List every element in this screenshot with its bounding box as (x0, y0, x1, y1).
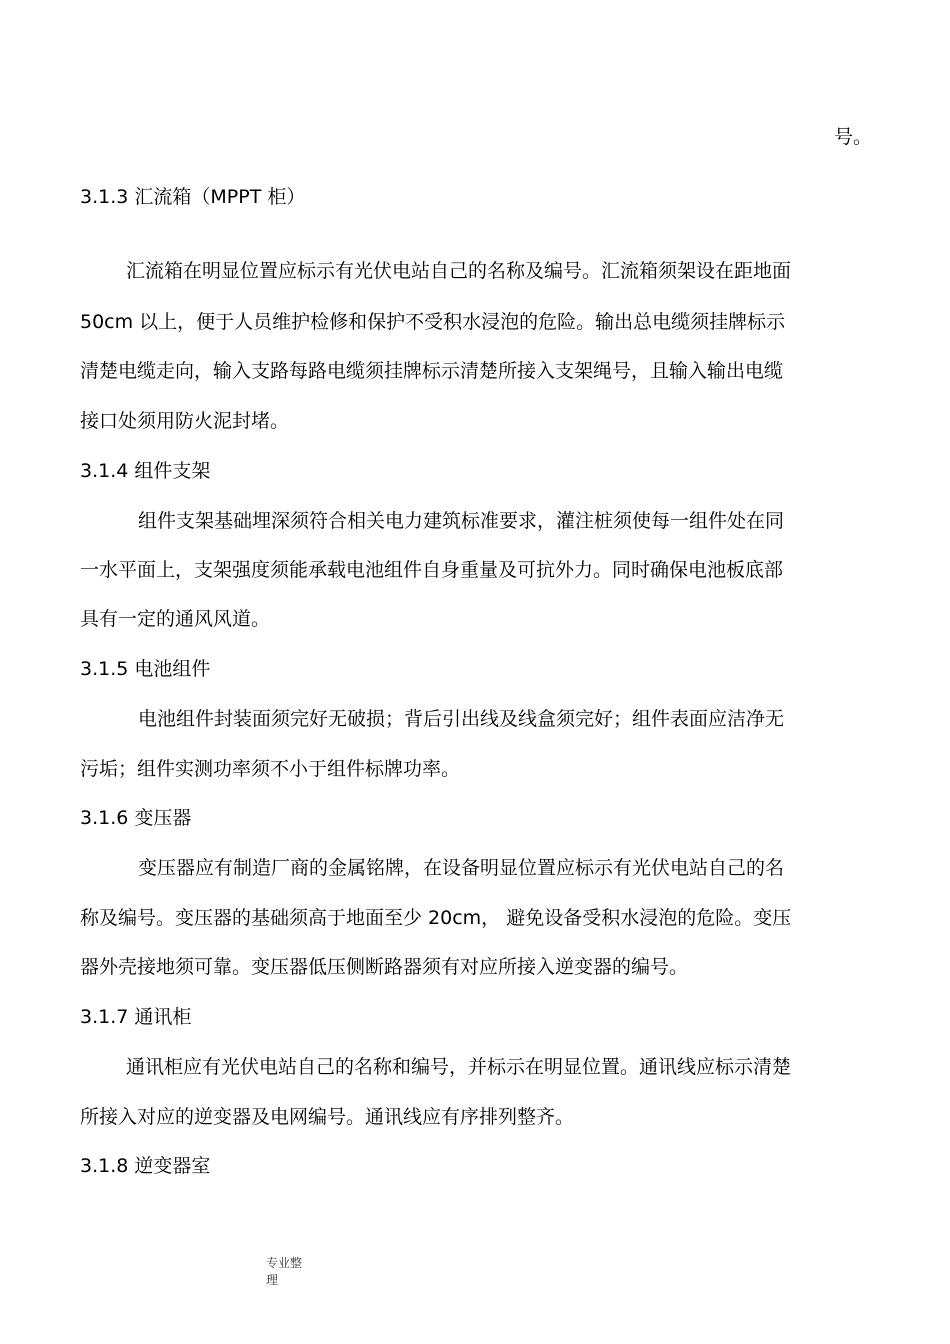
paragraph-line: 称及编号。变压器的基础须高于地面至少 20cm， 避免设备受积水浸泡的危险。变压 (80, 907, 792, 929)
paragraph-line: 50cm 以上，便于人员维护检修和保护不受积水浸泡的危险。输出总电缆须挂牌标示 (80, 311, 786, 333)
top-fragment: 号。 (834, 126, 873, 148)
section-heading-3-1-4: 3.1.4 组件支架 (80, 460, 211, 482)
paragraph-line: 具有一定的通风风道。 (80, 608, 271, 630)
footer-label: 专业整理 (266, 1256, 303, 1287)
paragraph-line: 汇流箱在明显位置应标示有光伏电站自己的名称及编号。汇流箱须架设在距地面 (126, 260, 792, 282)
paragraph-line: 所接入对应的逆变器及电网编号。通讯线应有序排列整齐。 (80, 1106, 575, 1128)
paragraph-line: 清楚电缆走向，输入支路每路电缆须挂牌标示清楚所接入支架绳号，且输入输出电缆 (80, 360, 784, 382)
section-heading-3-1-5: 3.1.5 电池组件 (80, 658, 211, 680)
section-heading-3-1-6: 3.1.6 变压器 (80, 807, 192, 829)
paragraph-line: 电池组件封装面须完好无破损；背后引出线及线盒须完好；组件表面应洁净无 (138, 708, 785, 730)
section-heading-3-1-8: 3.1.8 逆变器室 (80, 1155, 211, 1177)
paragraph-line: 器外壳接地须可靠。变压器低压侧断路器须有对应所接入逆变器的编号。 (80, 956, 689, 978)
paragraph-line: 一水平面上，支架强度须能承载电池组件自身重量及可抗外力。同时确保电池板底部 (80, 559, 784, 581)
paragraph-line: 组件支架基础埋深须符合相关电力建筑标准要求，灌注桩须使每一组件处在同 (138, 510, 785, 532)
paragraph-line: 通讯柜应有光伏电站自己的名称和编号，并标示在明显位置。通讯线应标示清楚 (126, 1056, 792, 1078)
paragraph-line: 接口处须用防火泥封堵。 (80, 410, 290, 432)
paragraph-line: 污垢；组件实测功率须不小于组件标牌功率。 (80, 758, 461, 780)
paragraph-line: 变压器应有制造厂商的金属铭牌，在设备明显位置应标示有光伏电站自己的名 (138, 857, 785, 879)
section-heading-3-1-7: 3.1.7 通讯柜 (80, 1006, 192, 1028)
section-heading-3-1-3: 3.1.3 汇流箱（MPPT 柜） (80, 186, 306, 208)
